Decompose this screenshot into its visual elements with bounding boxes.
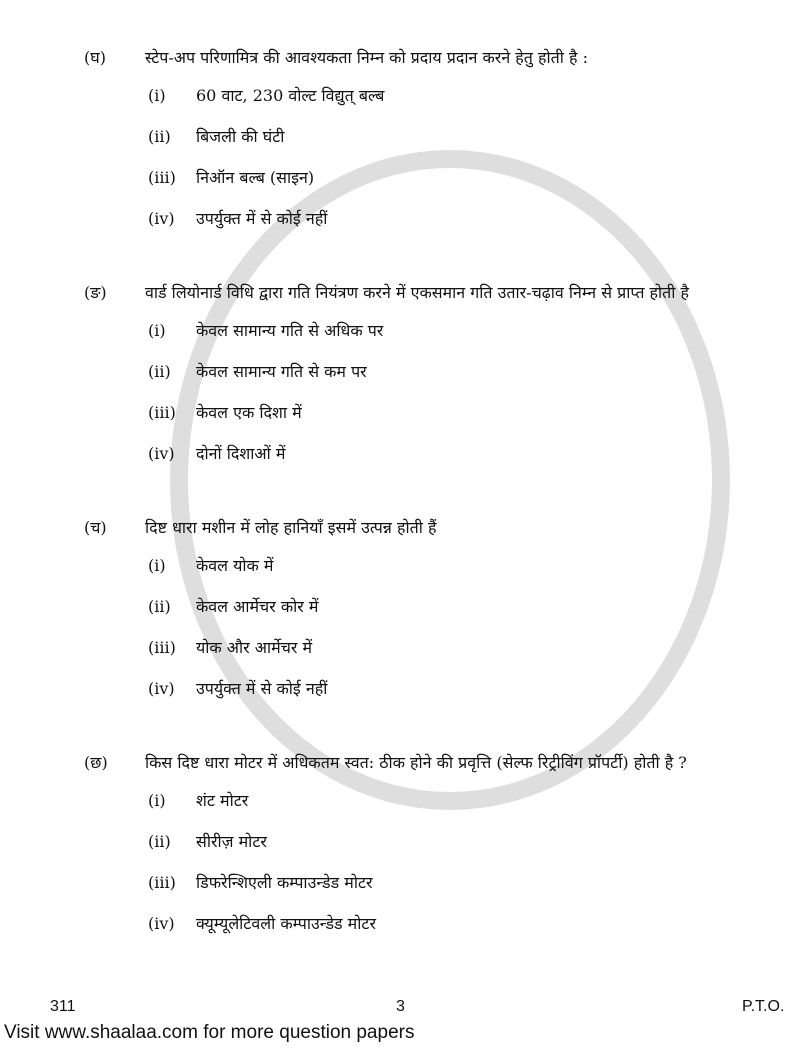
question-text-line: प्राप्त होती है bbox=[617, 283, 690, 302]
option bbox=[0, 167, 800, 208]
option-text: डिफरेन्शिएली कम्पाउन्डेड मोटर bbox=[196, 873, 373, 892]
option bbox=[0, 85, 800, 126]
question-label: (छ) bbox=[84, 753, 108, 772]
option bbox=[0, 555, 800, 596]
option bbox=[0, 913, 800, 954]
option bbox=[0, 678, 800, 719]
option-label: (iii) bbox=[148, 168, 176, 187]
option-label: (i) bbox=[148, 321, 166, 340]
option-text: सीरीज़ मोटर bbox=[196, 832, 267, 851]
option-label: (iv) bbox=[148, 914, 175, 933]
option bbox=[0, 872, 800, 913]
option-list bbox=[0, 320, 800, 484]
option-label: (i) bbox=[148, 86, 166, 105]
option-label: (ii) bbox=[148, 362, 171, 381]
option-label: (ii) bbox=[148, 127, 171, 146]
question bbox=[0, 514, 800, 719]
question-label: (च) bbox=[84, 518, 107, 537]
option-label: (iii) bbox=[148, 403, 176, 422]
question bbox=[0, 749, 800, 954]
question-text bbox=[145, 514, 755, 541]
option-text: शंट मोटर bbox=[196, 791, 249, 810]
option-text: 60 वाट, 230 वोल्ट विद्युत् बल्ब bbox=[196, 86, 385, 105]
question-text bbox=[145, 279, 755, 306]
option-label: (iv) bbox=[148, 444, 175, 463]
option-text: बिजली की घंटी bbox=[196, 127, 285, 146]
pto-label: P.T.O. bbox=[742, 998, 785, 1015]
page-footer bbox=[0, 998, 800, 1060]
option-text: केवल सामान्य गति से अधिक पर bbox=[196, 321, 384, 340]
option-label: (i) bbox=[148, 791, 166, 810]
option bbox=[0, 637, 800, 678]
option bbox=[0, 320, 800, 361]
option bbox=[0, 831, 800, 872]
option-text: उपर्युक्त में से कोई नहीं bbox=[196, 679, 328, 698]
option bbox=[0, 596, 800, 637]
option-text: निऑन बल्ब (साइन) bbox=[196, 168, 315, 187]
option-label: (ii) bbox=[148, 597, 171, 616]
option-label: (i) bbox=[148, 556, 166, 575]
option-text: केवल सामान्य गति से कम पर bbox=[196, 362, 367, 381]
option-text: दोनों दिशाओं में bbox=[196, 444, 286, 463]
option bbox=[0, 361, 800, 402]
question-text-line: वार्ड लियोनार्ड विधि द्वारा गति नियंत्रण करने में एकसमान गति उतार-चढ़ाव निम्न से bbox=[145, 283, 613, 302]
option-text: केवल एक दिशा में bbox=[196, 403, 302, 422]
question bbox=[0, 279, 800, 484]
option bbox=[0, 402, 800, 443]
option-list bbox=[0, 790, 800, 954]
option-label: (ii) bbox=[148, 832, 171, 851]
option bbox=[0, 790, 800, 831]
question-text-line: प्रॉपर्टी) होती है ? bbox=[587, 753, 687, 772]
option-label: (iv) bbox=[148, 679, 175, 698]
option-text: उपर्युक्त में से कोई नहीं bbox=[196, 209, 328, 228]
question-text bbox=[145, 44, 755, 71]
option-text: योक और आर्मेचर में bbox=[196, 638, 313, 657]
option-text: क्यूम्यूलेटिवली कम्पाउन्डेड मोटर bbox=[196, 914, 376, 933]
page-number: 3 bbox=[396, 998, 405, 1015]
option-text: केवल योक में bbox=[196, 556, 274, 575]
question-label: (घ) bbox=[84, 48, 106, 67]
option-label: (iv) bbox=[148, 209, 175, 228]
option-label: (iii) bbox=[148, 873, 176, 892]
visit-link[interactable]: Visit www.shaalaa.com for more question papers bbox=[4, 1022, 415, 1043]
option bbox=[0, 443, 800, 484]
option-label: (iii) bbox=[148, 638, 176, 657]
option-list bbox=[0, 85, 800, 249]
paper-code: 311 bbox=[50, 998, 76, 1015]
option-text: केवल आर्मेचर कोर में bbox=[196, 597, 319, 616]
question-text-line: किस दिष्ट धारा मोटर में अधिकतम स्वत: ठीक होने की प्रवृत्ति (सेल्फ रिट्रीविंग bbox=[145, 753, 583, 772]
option bbox=[0, 208, 800, 249]
question-text-line: स्टेप-अप परिणामित्र की आवश्यकता निम्न को प्रदाय प्रदान करने हेतु होती है : bbox=[145, 48, 588, 67]
question-text bbox=[145, 749, 755, 776]
option-list bbox=[0, 555, 800, 719]
question-text-line: दिष्ट धारा मशीन में लोह हानियाँ इसमें उत्पन्न होती हैं bbox=[145, 518, 437, 537]
question-label: (ङ) bbox=[84, 283, 107, 302]
option bbox=[0, 126, 800, 167]
question bbox=[0, 44, 800, 249]
